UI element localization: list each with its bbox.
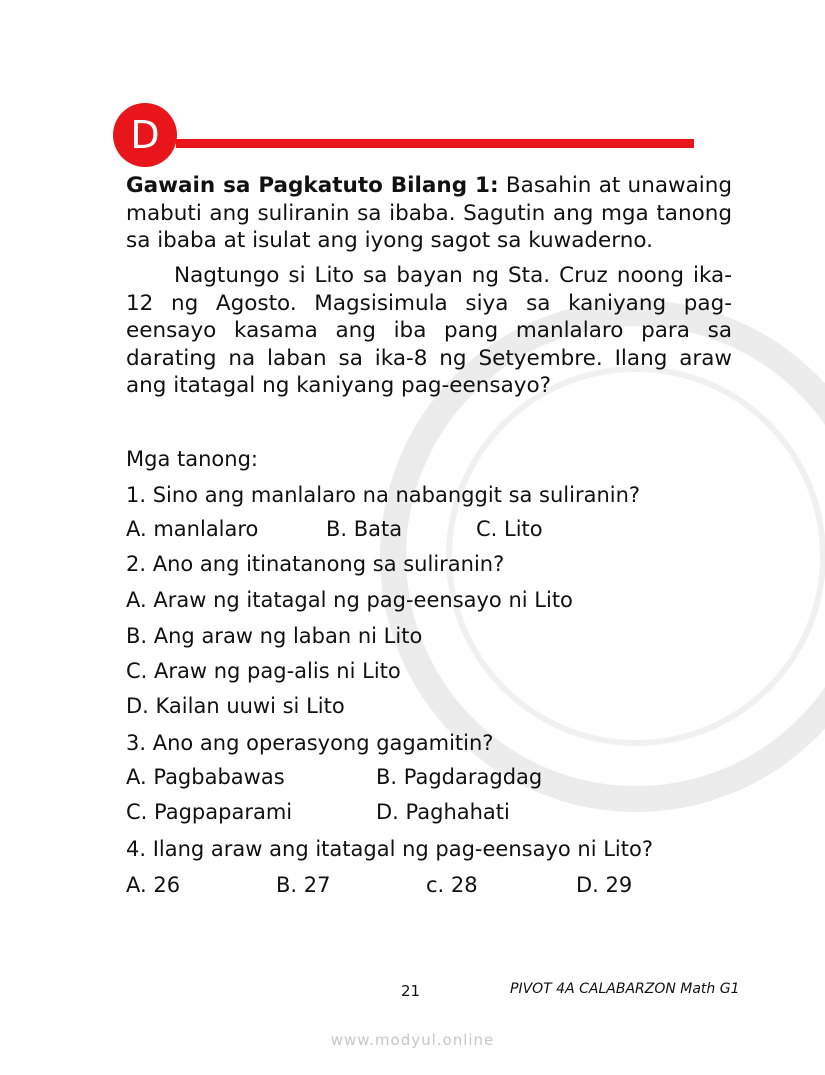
q1-option-a: A. manlalaro: [126, 517, 259, 541]
series-label: PIVOT 4A CALABARZON Math G1: [510, 981, 740, 997]
activity-instruction: Basahin at unawaing mabuti ang suliranin sa ibaba. Sagutin ang mga tanong sa ibaba at isulat ang iyong sagot sa kuwaderno.: [126, 173, 732, 253]
q2-option-c: C. Araw ng pag-alis ni Lito: [126, 659, 401, 683]
q2-option-b: B. Ang araw ng laban ni Lito: [126, 624, 423, 648]
activity-instructions: [126, 172, 732, 255]
q3-option-d: D. Paghahati: [376, 800, 510, 824]
q3-option-c: C. Pagpaparami: [126, 800, 293, 824]
q4-option-c: c. 28: [426, 873, 478, 897]
q3-option-b: B. Pagdaragdag: [376, 765, 543, 789]
q1-option-c: C. Lito: [476, 517, 543, 541]
site-watermark: www.modyul.online: [330, 1031, 495, 1049]
question-1: 1. Sino ang manlalaro na nabanggit sa suliranin?: [126, 483, 641, 507]
q4-option-b: B. 27: [276, 873, 331, 897]
q4-option-a: A. 26: [126, 873, 181, 897]
page-number: 21: [401, 982, 421, 1000]
q2-option-a: A. Araw ng itatagal ng pag-eensayo ni Lito: [126, 588, 573, 612]
section-letter-badge: D: [113, 103, 177, 167]
question-2: 2. Ano ang itinatanong sa suliranin?: [126, 552, 505, 576]
question-4: 4. Ilang araw ang itatagal ng pag-eensayo ni Lito?: [126, 837, 653, 861]
word-problem: Nagtungo si Lito sa bayan ng Sta. Cruz noong ika-12 ng Agosto. Magsisimula siya sa kaniyang pag-eensayo kasama ang iba pang manlalaro para sa darating na laban sa ika-8 ng Setyembre. Ilang araw ang itatagal ng kaniyang pag-eensayo?: [126, 263, 732, 398]
q2-option-d: D. Kailan uuwi si Lito: [126, 694, 345, 718]
questions-heading: Mga tanong:: [126, 447, 258, 471]
q3-option-a: A. Pagbabawas: [126, 765, 285, 789]
q4-option-d: D. 29: [576, 873, 633, 897]
q1-option-b: B. Bata: [326, 517, 403, 541]
question-3: 3. Ano ang operasyong gagamitin?: [126, 731, 494, 755]
section-divider: [176, 139, 694, 148]
activity-title: Gawain sa Pagkatuto Bilang 1:: [126, 173, 499, 198]
